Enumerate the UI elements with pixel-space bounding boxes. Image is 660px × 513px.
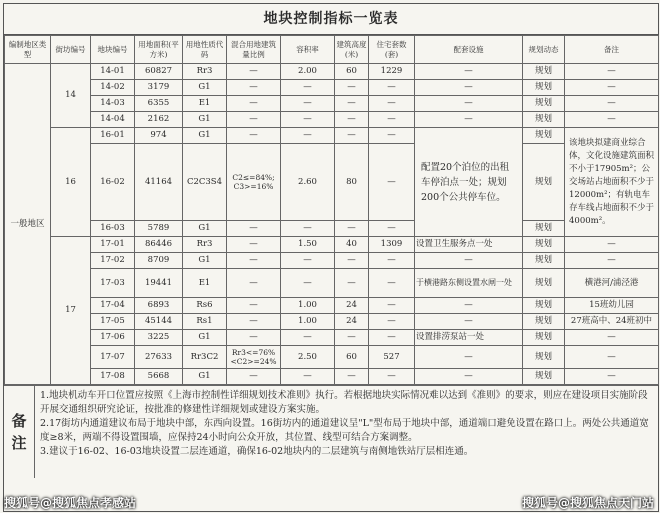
note-item: 2.17街坊内通道建议布局于地块中部，东西向设置。16街坊内的通道建议呈"L"型布局于地块中部，通道端口避免设置在路口上。两处公共通道宽度≥8米，两端不得设置围墙，应保持24小时向公众开放，其位置、线型可结合方案调整。 bbox=[40, 418, 649, 443]
table-cell: — bbox=[369, 112, 415, 128]
table-cell: — bbox=[227, 128, 281, 144]
table-cell: — bbox=[415, 80, 523, 96]
column-header: 配套设施 bbox=[415, 36, 523, 64]
table-cell: 14-04 bbox=[91, 112, 135, 128]
column-header: 容积率 bbox=[281, 36, 335, 64]
table-cell: — bbox=[335, 112, 369, 128]
table-row bbox=[5, 112, 659, 128]
status-cell: 规划 bbox=[523, 330, 565, 346]
table-cell: — bbox=[369, 80, 415, 96]
table-cell: — bbox=[415, 96, 523, 112]
status-cell: 规划 bbox=[523, 80, 565, 96]
table-row bbox=[5, 346, 659, 369]
table-cell: 5789 bbox=[135, 221, 183, 237]
table-cell: 60 bbox=[335, 346, 369, 369]
table-cell: 86446 bbox=[135, 237, 183, 253]
table-cell: 27633 bbox=[135, 346, 183, 369]
table-cell: — bbox=[335, 128, 369, 144]
block-id-cell: 14 bbox=[51, 64, 91, 128]
block-id-cell: 17 bbox=[51, 237, 91, 385]
table-cell: Rr3 bbox=[183, 64, 227, 80]
status-cell: 规划 bbox=[523, 144, 565, 221]
table-cell: 40 bbox=[335, 237, 369, 253]
table-cell: 16-03 bbox=[91, 221, 135, 237]
column-header: 用地性质代码 bbox=[183, 36, 227, 64]
table-cell: 16-01 bbox=[91, 128, 135, 144]
table-cell: — bbox=[565, 112, 659, 128]
table-cell: — bbox=[565, 96, 659, 112]
table-cell: 1309 bbox=[369, 237, 415, 253]
column-header: 街坊编号 bbox=[51, 36, 91, 64]
table-cell: Rr3C2 bbox=[183, 346, 227, 369]
status-cell: 规划 bbox=[523, 269, 565, 298]
table-cell: — bbox=[281, 128, 335, 144]
table-cell: — bbox=[227, 269, 281, 298]
table-cell: 24 bbox=[335, 314, 369, 330]
table-cell: 17-04 bbox=[91, 298, 135, 314]
table-cell: 14-03 bbox=[91, 96, 135, 112]
table-cell: — bbox=[281, 369, 335, 385]
table-cell: — bbox=[281, 96, 335, 112]
table-cell: G1 bbox=[183, 369, 227, 385]
table-cell: C2C3S4 bbox=[183, 144, 227, 221]
column-header: 住宅套数(套) bbox=[369, 36, 415, 64]
status-cell: 规划 bbox=[523, 314, 565, 330]
table-cell: C2≤=84%; C3>=16% bbox=[227, 144, 281, 221]
table-cell: — bbox=[369, 96, 415, 112]
table-cell: — bbox=[369, 128, 415, 144]
table-cell: Rs6 bbox=[183, 298, 227, 314]
table-cell: 527 bbox=[369, 346, 415, 369]
table-cell: 80 bbox=[335, 144, 369, 221]
table-cell: — bbox=[369, 253, 415, 269]
notes-section bbox=[4, 385, 658, 478]
table-row bbox=[5, 80, 659, 96]
column-header: 建筑高度(米) bbox=[335, 36, 369, 64]
notes-body bbox=[35, 386, 658, 478]
table-cell: G1 bbox=[183, 112, 227, 128]
table-cell: — bbox=[415, 346, 523, 369]
table-row bbox=[5, 96, 659, 112]
table-cell: — bbox=[565, 346, 659, 369]
table-cell: 于横港路东侧设置水闸一处 bbox=[415, 269, 523, 298]
table-cell: — bbox=[281, 253, 335, 269]
column-header: 混合用地建筑量比例 bbox=[227, 36, 281, 64]
table-cell: 8709 bbox=[135, 253, 183, 269]
column-header: 规划动态 bbox=[523, 36, 565, 64]
watermark-right: 搜狐号@搜狐焦点天门站 bbox=[521, 496, 654, 510]
table-cell: — bbox=[415, 298, 523, 314]
table-cell: G1 bbox=[183, 221, 227, 237]
table-cell: — bbox=[335, 330, 369, 346]
table-cell: 6893 bbox=[135, 298, 183, 314]
note-item: 3.建议于16-02、16-03地块设置二层连通道，确保16-02地块内的二层建筑与南侧地铁站厅层相连通。 bbox=[40, 446, 474, 457]
table-cell: — bbox=[369, 330, 415, 346]
table-cell: G1 bbox=[183, 330, 227, 346]
table-cell: — bbox=[415, 253, 523, 269]
table-cell: 1.00 bbox=[281, 298, 335, 314]
table-row bbox=[5, 253, 659, 269]
table-cell: — bbox=[227, 314, 281, 330]
table-cell: 2.60 bbox=[281, 144, 335, 221]
table-row bbox=[5, 128, 659, 144]
table-cell: — bbox=[227, 80, 281, 96]
table-row bbox=[5, 298, 659, 314]
table-cell: 17-05 bbox=[91, 314, 135, 330]
table-cell: — bbox=[227, 237, 281, 253]
table-cell: — bbox=[565, 330, 659, 346]
table-cell: — bbox=[415, 112, 523, 128]
table-cell: 45144 bbox=[135, 314, 183, 330]
table-row bbox=[5, 221, 659, 237]
table-cell: — bbox=[335, 96, 369, 112]
table-cell: — bbox=[415, 64, 523, 80]
table-cell: 设置卫生服务点一处 bbox=[415, 237, 523, 253]
table-cell: G1 bbox=[183, 80, 227, 96]
table-cell: 17-08 bbox=[91, 369, 135, 385]
table-cell: 24 bbox=[335, 298, 369, 314]
table-cell: 60 bbox=[335, 64, 369, 80]
table-cell: 16-02 bbox=[91, 144, 135, 221]
table-cell: 974 bbox=[135, 128, 183, 144]
watermark-left: 搜狐号@搜狐焦点孝感站 bbox=[4, 496, 137, 510]
column-header: 地块编号 bbox=[91, 36, 135, 64]
table-cell: — bbox=[335, 253, 369, 269]
table-cell: — bbox=[565, 369, 659, 385]
column-header: 用地面积(平方米) bbox=[135, 36, 183, 64]
table-cell: 1.50 bbox=[281, 237, 335, 253]
table-cell: 1.00 bbox=[281, 314, 335, 330]
header-row bbox=[5, 36, 659, 64]
status-cell: 规划 bbox=[523, 128, 565, 144]
table-cell: — bbox=[227, 64, 281, 80]
table-cell: 14-01 bbox=[91, 64, 135, 80]
table-cell: 1229 bbox=[369, 64, 415, 80]
table-cell: 3225 bbox=[135, 330, 183, 346]
table-cell: — bbox=[335, 80, 369, 96]
control-index-table bbox=[4, 35, 659, 385]
table-cell: — bbox=[227, 298, 281, 314]
table-cell: — bbox=[369, 314, 415, 330]
table-cell: — bbox=[415, 314, 523, 330]
table-cell: 5668 bbox=[135, 369, 183, 385]
table-cell: — bbox=[369, 269, 415, 298]
table-cell: 17-03 bbox=[91, 269, 135, 298]
note-item: 1.地块机动车开口位置应按照《上海市控制性详细规划技术准则》执行。若根据地块实际情况难以达到《准则》的要求，则应在建设项目实施阶段开展交通组织研究论证，按批准的修建性详细规划或建设方案实施。 bbox=[40, 390, 648, 415]
table-cell: 3179 bbox=[135, 80, 183, 96]
status-cell: 规划 bbox=[523, 112, 565, 128]
table-cell: — bbox=[281, 80, 335, 96]
table-cell: — bbox=[369, 221, 415, 237]
region-cell: 一般地区 bbox=[5, 64, 51, 385]
table-cell: 2.50 bbox=[281, 346, 335, 369]
table-cell: — bbox=[565, 237, 659, 253]
table-cell: E1 bbox=[183, 269, 227, 298]
table-row bbox=[5, 269, 659, 298]
table-cell: 14-02 bbox=[91, 80, 135, 96]
status-cell: 规划 bbox=[523, 96, 565, 112]
notes-label: 备 注 bbox=[4, 386, 35, 478]
facility-cell: 配置20个泊位的出租车停泊点一处；规划200个公共停车位。 bbox=[415, 128, 523, 237]
table-cell: — bbox=[565, 64, 659, 80]
status-cell: 规划 bbox=[523, 298, 565, 314]
table-cell: — bbox=[369, 369, 415, 385]
table-cell: 41164 bbox=[135, 144, 183, 221]
table-cell: Rr3 bbox=[183, 237, 227, 253]
table-cell: — bbox=[281, 269, 335, 298]
block-id-cell: 16 bbox=[51, 128, 91, 237]
table-cell: 27班高中、24班初中 bbox=[565, 314, 659, 330]
table-cell: — bbox=[335, 221, 369, 237]
table-title: 地块控制指标一览表 bbox=[4, 4, 658, 35]
table-row bbox=[5, 314, 659, 330]
status-cell: 规划 bbox=[523, 369, 565, 385]
table-cell: — bbox=[227, 221, 281, 237]
table-cell: 60827 bbox=[135, 64, 183, 80]
table-cell: — bbox=[281, 112, 335, 128]
status-cell: 规划 bbox=[523, 253, 565, 269]
table-cell: 2162 bbox=[135, 112, 183, 128]
table-cell: 6355 bbox=[135, 96, 183, 112]
remark-cell: 该地块拟建商业综合体，文化设施建筑面积不小于17905m²；公交场站占地面积不少于12000m²；有轨电车存车线占地面积不少于4000m²。 bbox=[565, 128, 659, 237]
table-cell: — bbox=[369, 298, 415, 314]
table-cell: 17-02 bbox=[91, 253, 135, 269]
table-cell: 2.00 bbox=[281, 64, 335, 80]
table-row bbox=[5, 369, 659, 385]
status-cell: 规划 bbox=[523, 64, 565, 80]
table-cell: G1 bbox=[183, 128, 227, 144]
table-cell: — bbox=[227, 96, 281, 112]
table-cell: Rs1 bbox=[183, 314, 227, 330]
document-page bbox=[3, 3, 659, 512]
status-cell: 规划 bbox=[523, 221, 565, 237]
table-cell: 17-06 bbox=[91, 330, 135, 346]
table-cell: 17-01 bbox=[91, 237, 135, 253]
column-header: 编制地区类型 bbox=[5, 36, 51, 64]
table-cell: 19441 bbox=[135, 269, 183, 298]
table-cell: E1 bbox=[183, 96, 227, 112]
table-cell: — bbox=[335, 269, 369, 298]
table-cell: 15班幼儿园 bbox=[565, 298, 659, 314]
table-cell: — bbox=[415, 369, 523, 385]
table-cell: — bbox=[227, 253, 281, 269]
table-cell: G1 bbox=[183, 253, 227, 269]
table-cell: — bbox=[565, 80, 659, 96]
table-row bbox=[5, 64, 659, 80]
table-row bbox=[5, 330, 659, 346]
table-cell: — bbox=[369, 144, 415, 221]
table-cell: Rr3<=76% <C2>=24% bbox=[227, 346, 281, 369]
table-row bbox=[5, 237, 659, 253]
table-cell: — bbox=[227, 112, 281, 128]
table-row bbox=[5, 144, 659, 221]
table-cell: — bbox=[227, 330, 281, 346]
table-cell: — bbox=[227, 369, 281, 385]
table-cell: 设置排涝泵站一处 bbox=[415, 330, 523, 346]
status-cell: 规划 bbox=[523, 237, 565, 253]
status-cell: 规划 bbox=[523, 346, 565, 369]
table-cell: 17-07 bbox=[91, 346, 135, 369]
table-cell: — bbox=[281, 221, 335, 237]
column-header: 备注 bbox=[565, 36, 659, 64]
table-cell: 横港河/浦泾港 bbox=[565, 269, 659, 298]
table-cell: — bbox=[335, 369, 369, 385]
table-cell: — bbox=[565, 253, 659, 269]
table-cell: — bbox=[281, 330, 335, 346]
